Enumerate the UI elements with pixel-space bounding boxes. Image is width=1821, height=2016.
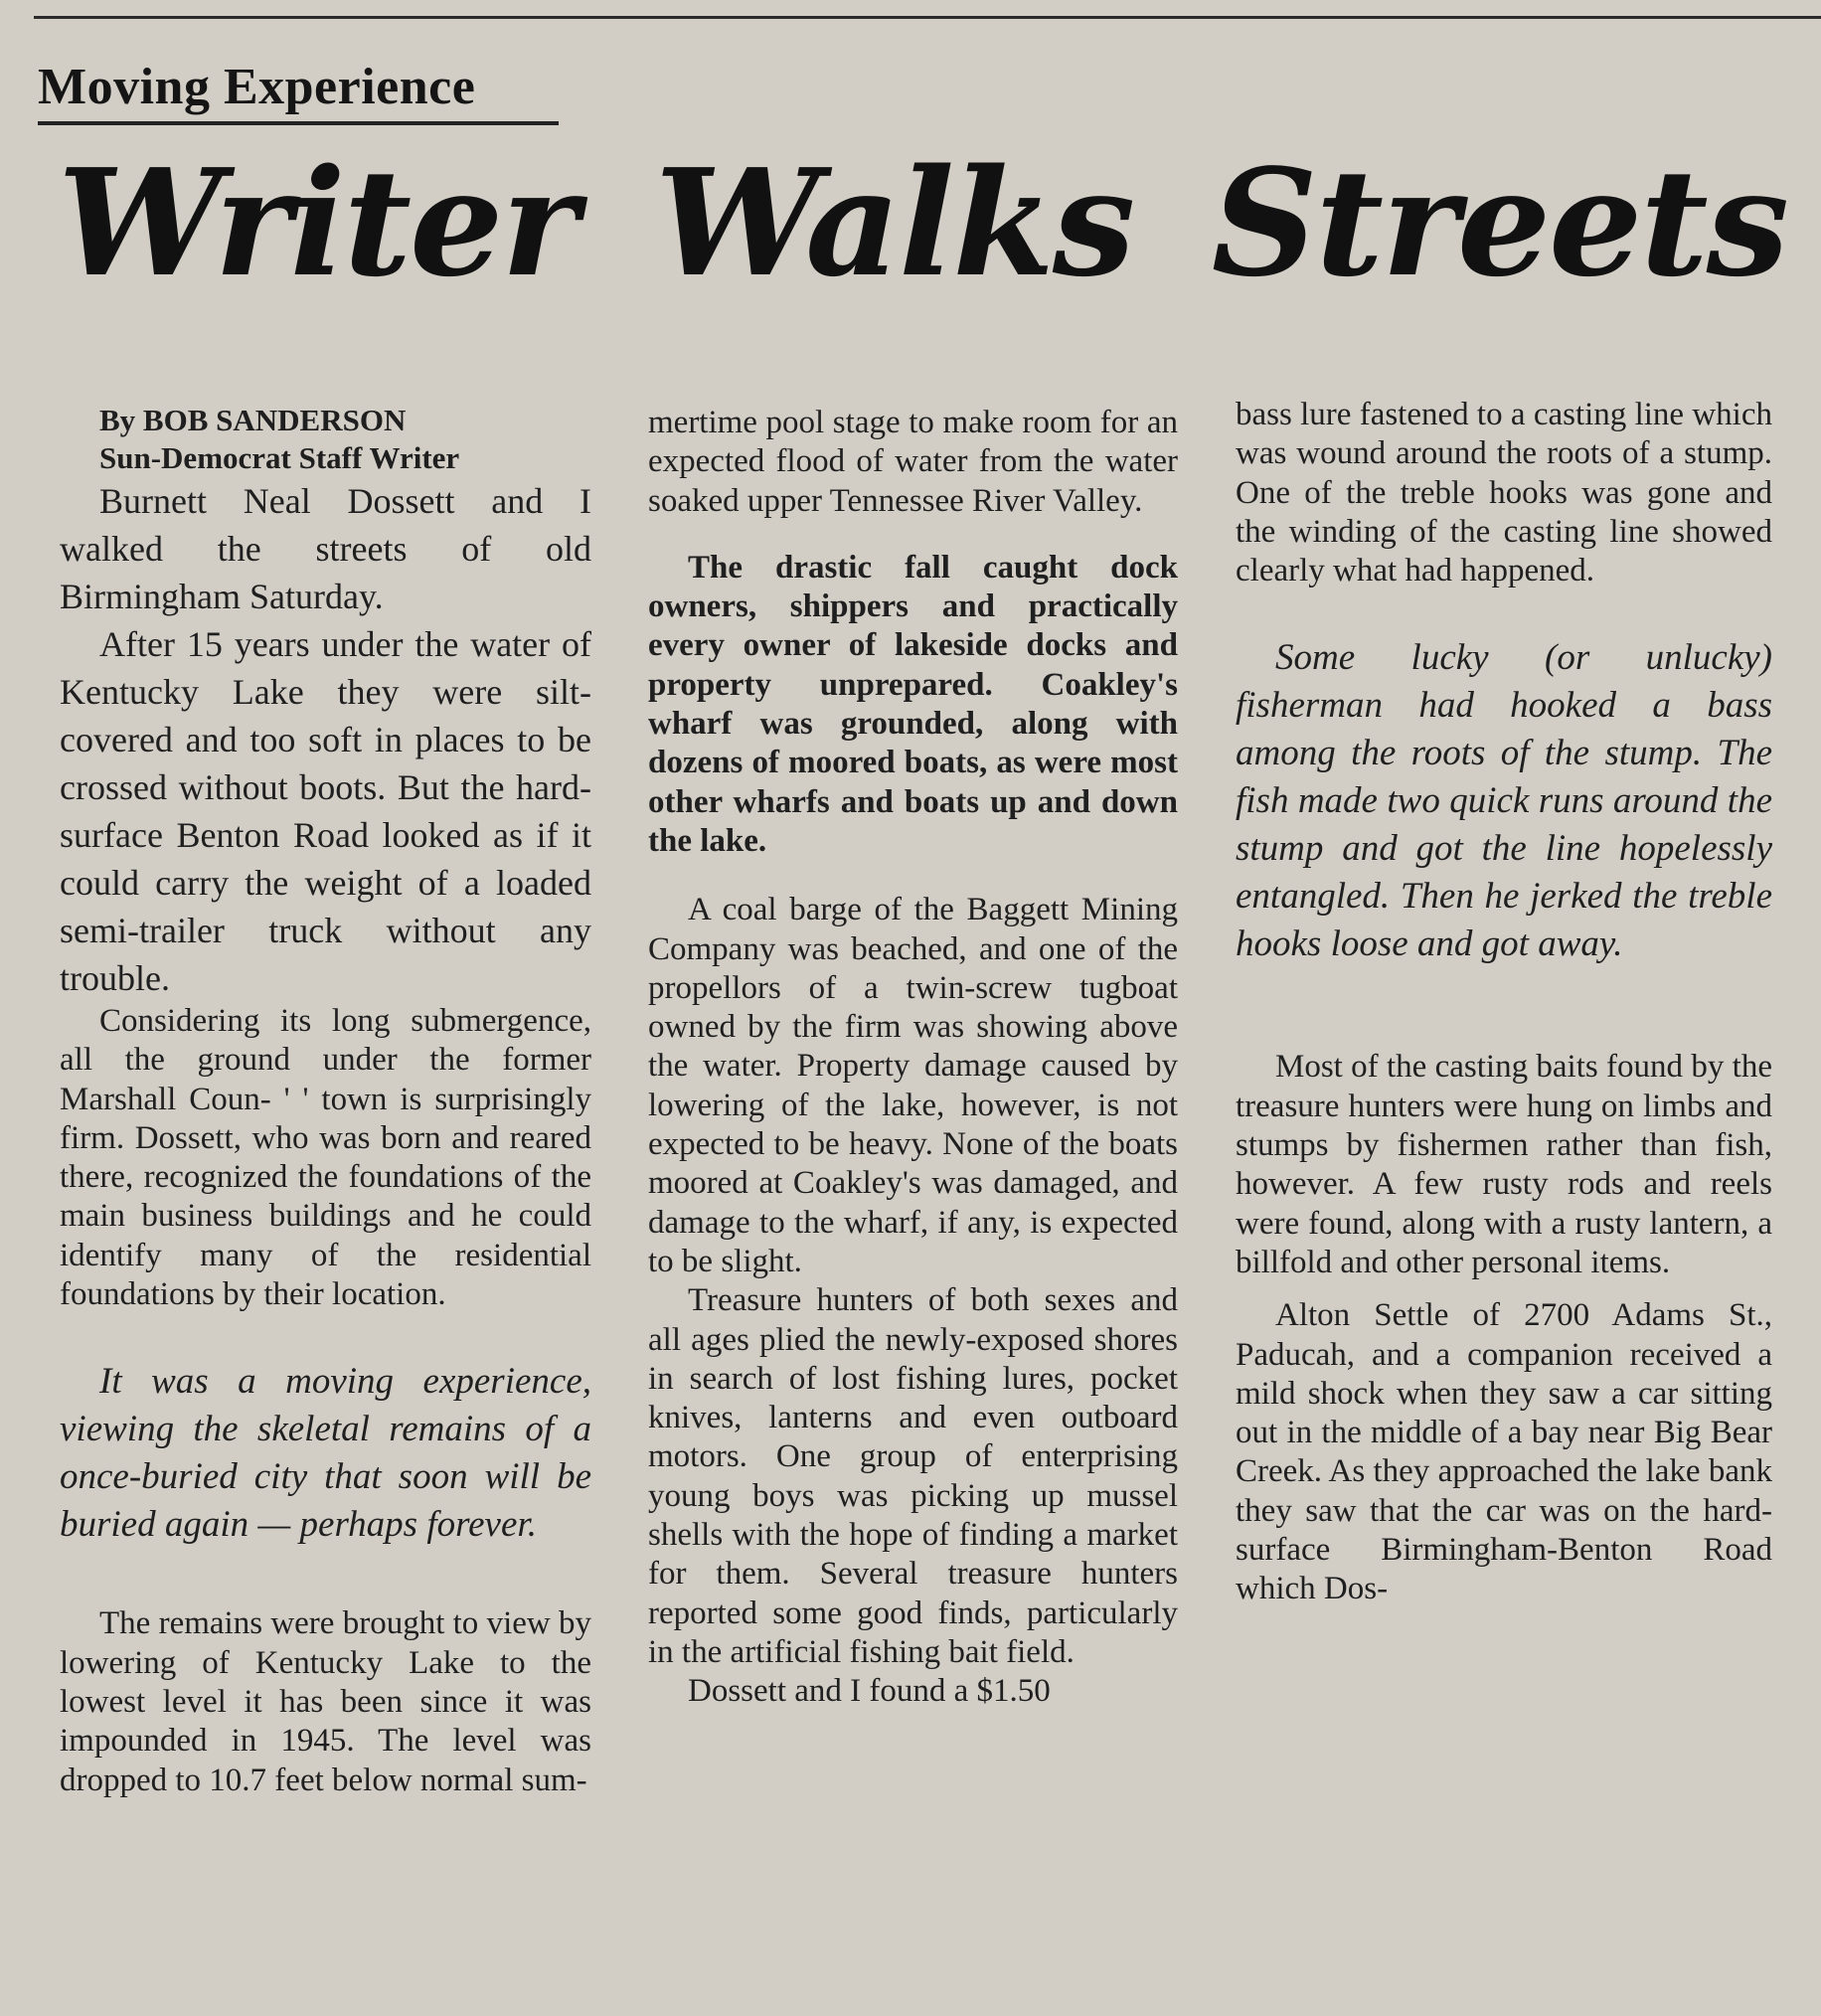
kicker: Moving Experience [38, 59, 476, 115]
headline-word: Walks [654, 136, 1134, 309]
paragraph: Treasure hunters of both sexes and all ages plied the newly-exposed shores in search of lost fishing lures, pocket knives, lanterns and even outboard motors. One group of enterprising young boys was picking up mussel shells with the hope of finding a market for them. Several treasure hunters reported some good finds, particularly in the artificial fishing bait field. [648, 1282, 1178, 1670]
headline-word: Writer [58, 136, 578, 309]
staff-credit: Sun-Democrat Staff Writer [99, 440, 460, 475]
byline: By BOB SANDERSON [99, 403, 407, 437]
paragraph: The remains were brought to view by lowering of Kentucky Lake to the lowest level it has been since it was impounded in 1945. The level was dropped to 10.7 feet below normal sum- [60, 1605, 591, 1798]
pull-quote: It was a moving experience, viewing the skeletal remains of a once-buried city that soon will be buried again — perhaps forever. [60, 1361, 591, 1546]
headline-word: Streets [1211, 136, 1787, 309]
headline [58, 136, 1787, 309]
kicker-underline [38, 121, 559, 125]
column-2 [648, 404, 1178, 1712]
paragraph: Dossett and I found a $1.50 [688, 1673, 1051, 1710]
column-1 [60, 402, 591, 1800]
paragraph: After 15 years under the water of Kentucky Lake they were silt-covered and too soft in places to be crossed without boots. But the hard-surface Benton Road looked as if it could carry the weight of a loaded semi-trailer truck without any trouble. [60, 624, 591, 998]
bold-paragraph: The drastic fall caught dock owners, shippers and practically every owner of lakeside docks and property unprepared. Coakley's wharf was grounded, along with dozens of moored boats, as were most other wharfs and boats up and down the lake. [648, 549, 1178, 859]
paragraph: bass lure fastened to a casting line which was wound around the roots of a stump. One of the treble hooks was gone and the winding of the casting line showed clearly what had happened. [1236, 397, 1772, 589]
paragraph: A coal barge of the Baggett Mining Company was beached, and one of the propellors of a twin-screw tugboat owned by the firm was showing above the water. Property damage caused by lowering of the lake, however, is not expected to be heavy. None of the boats moored at Coakley's was damaged, and damage to the wharf, if any, is expected to be slight. [648, 892, 1178, 1279]
paragraph: mertime pool stage to make room for an expected flood of water from the water soaked upper Tennessee River Valley. [648, 405, 1178, 519]
paragraph: Burnett Neal Dossett and I walked the streets of old Birmingham Saturday. [60, 481, 591, 616]
paragraph: Considering its long submergence, all the ground under the former Marshall Coun- ' ' town is surprisingly firm. Dossett, who was born and reared there, recognized the foundations of the main business buildings and he could identify many of the residential foundations by their location. [60, 1003, 591, 1313]
paragraph: Alton Settle of 2700 Adams St., Paducah, and a companion received a mild shock when they saw a car sitting out in the middle of a bay near Big Bear Creek. As they approached the lake bank they saw that the car was on the hard-surface Birmingham-Benton Road which Dos- [1236, 1297, 1772, 1607]
column-3 [1236, 396, 1772, 1609]
paragraph: Most of the casting baits found by the treasure hunters were hung on limbs and stumps by fishermen rather than fish, however. A few rusty rods and reels were found, along with a rusty lantern, a billfold and other personal items. [1236, 1049, 1772, 1280]
pull-quote: Some lucky (or unlucky) fisherman had hooked a bass among the roots of the stump. The fish made two quick runs around the stump and got the line hopelessly entangled. Then he jerked the treble hooks loose and got away. [1236, 637, 1772, 965]
top-rule [34, 16, 1821, 19]
